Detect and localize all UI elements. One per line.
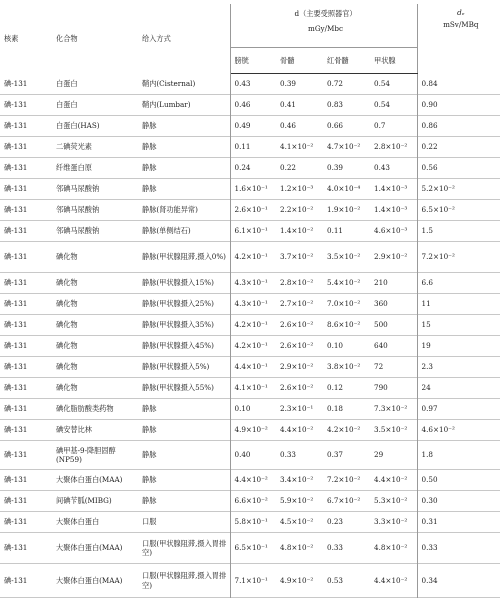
cell-red-marrow: 0.10 [327,341,344,351]
cell-bone-surface: 2.9×10⁻² [280,362,314,372]
cell-bladder: 2.6×10⁻¹ [234,205,268,215]
cell-compound: 碘安替比林 [56,425,92,435]
cell-bone-surface: 2.8×10⁻² [280,278,314,288]
table-row [0,357,500,378]
dose-coefficient-table [0,4,500,598]
cell-thyroid: 2.9×10⁻² [370,242,417,273]
cell-compound: 碘化物 [56,278,78,288]
cell-compound: 碘化物 [56,252,78,262]
cell-bladder: 6.5×10⁻¹ [234,543,268,553]
cell-thyroid: 3.3×10⁻² [370,512,417,533]
cell-bladder: 5.8×10⁻¹ [234,517,268,527]
table-row [0,221,500,242]
cell-red-marrow: 7.0×10⁻² [327,299,361,309]
cell-bladder: 4.3×10⁻¹ [234,299,268,309]
header-organ-group-title: d（主要受照器官） [294,9,357,18]
cell-effective-dose: 0.31 [421,517,438,527]
header-route: 给入方式 [138,4,230,74]
table-row [0,95,500,116]
cell-effective-dose: 1.8 [421,450,433,460]
table-row [0,179,500,200]
cell-route: 静脉 [138,441,230,470]
cell-bone-surface: 2.2×10⁻² [280,205,314,215]
cell-thyroid: 790 [370,378,417,399]
table-row [0,294,500,315]
header-effective [417,4,500,74]
cell-bone-surface: 5.9×10⁻² [280,496,314,506]
header-nuclide: 核素 [4,34,19,44]
header-organ-thyroid: 甲状腺 [370,48,417,74]
cell-compound: 二碘荧光素 [56,142,92,152]
table-row [0,378,500,399]
cell-red-marrow: 0.72 [327,79,344,89]
cell-red-marrow: 0.23 [327,517,344,527]
cell-compound: 碘化物 [56,299,78,309]
cell-red-marrow: 0.18 [327,404,344,414]
cell-route: 静脉 [138,470,230,491]
cell-red-marrow: 1.9×10⁻² [327,205,361,215]
table-row [0,399,500,420]
cell-nuclide: 碘-131 [4,496,28,506]
cell-route: 静脉 [138,420,230,441]
cell-bone-surface: 2.7×10⁻² [280,299,314,309]
cell-nuclide: 碘-131 [4,299,28,309]
cell-effective-dose: 24 [421,383,431,393]
cell-bladder: 0.40 [234,450,251,460]
cell-thyroid: 4.6×10⁻³ [370,221,417,242]
cell-bone-surface: 4.1×10⁻² [280,142,314,152]
cell-effective-dose: 1.5 [421,226,433,236]
cell-compound: 碘化物 [56,362,78,372]
cell-thyroid: 500 [370,315,417,336]
cell-nuclide: 碘-131 [4,205,28,215]
cell-nuclide: 碘-131 [4,575,28,585]
cell-effective-dose: 0.22 [421,142,438,152]
cell-bone-surface: 0.41 [280,100,297,110]
cell-bladder: 0.11 [234,142,251,152]
cell-nuclide: 碘-131 [4,226,28,236]
header-organ-bladder: 膀胱 [230,48,276,74]
cell-thyroid: 4.8×10⁻² [370,533,417,564]
cell-bladder: 4.2×10⁻¹ [234,341,268,351]
cell-thyroid: 1.4×10⁻³ [370,179,417,200]
cell-red-marrow: 3.8×10⁻² [327,362,361,372]
cell-red-marrow: 0.37 [327,450,344,460]
cell-thyroid: 0.54 [370,74,417,95]
cell-bone-surface: 4.8×10⁻² [280,543,314,553]
cell-route: 静脉(甲状腺摄入5%) [138,357,230,378]
table-row [0,533,500,564]
cell-compound: 大聚体白蛋白 [56,517,100,527]
cell-route: 静脉(甲状腺阻滞,摄入0%) [138,242,230,273]
header-effective-symbol: dₑ [457,8,465,17]
cell-effective-dose: 5.2×10⁻² [421,184,455,194]
cell-red-marrow: 3.5×10⁻² [327,252,361,262]
cell-nuclide: 碘-131 [4,341,28,351]
cell-effective-dose: 6.5×10⁻² [421,205,455,215]
table-row [0,74,500,95]
cell-thyroid: 1.4×10⁻³ [370,200,417,221]
cell-compound: 邻碘马尿酸钠 [56,226,100,236]
table-row [0,336,500,357]
cell-effective-dose: 0.33 [421,543,438,553]
cell-nuclide: 碘-131 [4,278,28,288]
cell-compound: 大聚体白蛋白(MAA) [56,475,123,485]
cell-thyroid: 0.43 [370,158,417,179]
cell-thyroid: 2.8×10⁻² [370,137,417,158]
cell-effective-dose: 7.2×10⁻² [421,252,455,262]
table-row [0,242,500,273]
cell-route: 静脉(甲状腺摄入55%) [138,378,230,399]
cell-bladder: 4.3×10⁻¹ [234,278,268,288]
table-row [0,441,500,470]
cell-route: 静脉(甲状腺摄入45%) [138,336,230,357]
cell-bone-surface: 2.6×10⁻² [280,320,314,330]
cell-bone-surface: 4.5×10⁻² [280,517,314,527]
header-effective-unit: mSv/MBq [443,20,479,30]
cell-effective-dose: 0.90 [421,100,438,110]
cell-compound: 白蛋白(HAS) [56,121,100,131]
cell-route: 静脉(肾功能异常) [138,200,230,221]
cell-route: 静脉(甲状腺摄入15%) [138,273,230,294]
table-row [0,200,500,221]
cell-compound: 碘化物 [56,383,78,393]
table-header [0,4,500,74]
cell-route: 口服(甲状腺阻滞,摄入胃排空) [138,533,230,564]
cell-route: 口服(甲状腺阻滞,摄入胃排空) [138,564,230,598]
cell-effective-dose: 11 [421,299,431,309]
cell-nuclide: 碘-131 [4,100,28,110]
table-row [0,137,500,158]
cell-red-marrow: 6.7×10⁻² [327,496,361,506]
cell-bone-surface: 0.33 [280,450,297,460]
cell-bladder: 4.9×10⁻² [234,425,268,435]
cell-thyroid: 5.3×10⁻² [370,491,417,512]
cell-thyroid: 360 [370,294,417,315]
cell-nuclide: 碘-131 [4,142,28,152]
cell-effective-dose: 19 [421,341,431,351]
cell-compound: 间碘苄胍(MIBG) [56,496,112,506]
cell-nuclide: 碘-131 [4,383,28,393]
cell-thyroid: 210 [370,273,417,294]
cell-compound: 纤维蛋白原 [56,163,92,173]
cell-effective-dose: 4.6×10⁻² [421,425,455,435]
cell-route: 鞘内(Cisternal) [138,74,230,95]
cell-bladder: 4.2×10⁻¹ [234,252,268,262]
cell-nuclide: 碘-131 [4,320,28,330]
table-row [0,315,500,336]
cell-red-marrow: 8.6×10⁻² [327,320,361,330]
cell-route: 静脉 [138,116,230,137]
cell-bladder: 1.6×10⁻¹ [234,184,268,194]
cell-route: 静脉(单侧结石) [138,221,230,242]
cell-bladder: 7.1×10⁻¹ [234,575,268,585]
cell-red-marrow: 0.53 [327,575,344,585]
cell-effective-dose: 0.30 [421,496,438,506]
cell-nuclide: 碘-131 [4,252,28,262]
cell-bone-surface: 2.6×10⁻² [280,383,314,393]
cell-bone-surface: 1.4×10⁻² [280,226,314,236]
cell-route: 鞘内(Lumbar) [138,95,230,116]
cell-red-marrow: 0.33 [327,543,344,553]
table-row [0,564,500,598]
cell-route: 静脉 [138,179,230,200]
cell-effective-dose: 2.3 [421,362,433,372]
cell-compound: 邻碘马尿酸钠 [56,184,100,194]
cell-nuclide: 碘-131 [4,543,28,553]
cell-compound: 邻碘马尿酸钠 [56,205,100,215]
cell-effective-dose: 0.84 [421,79,438,89]
cell-nuclide: 碘-131 [4,450,28,460]
cell-bone-surface: 0.39 [280,79,297,89]
cell-effective-dose: 0.34 [421,575,438,585]
header-organ-red-marrow: 红骨髓 [323,48,370,74]
cell-bone-surface: 3.4×10⁻² [280,475,314,485]
cell-red-marrow: 0.83 [327,100,344,110]
cell-route: 口服 [138,512,230,533]
cell-bladder: 6.1×10⁻¹ [234,226,268,236]
cell-red-marrow: 4.2×10⁻² [327,425,361,435]
cell-red-marrow: 4.0×10⁻⁴ [327,184,361,194]
table-row [0,116,500,137]
cell-compound: 白蛋白 [56,79,78,89]
cell-effective-dose: 15 [421,320,431,330]
cell-nuclide: 碘-131 [4,475,28,485]
cell-bone-surface: 0.22 [280,163,297,173]
cell-bladder: 0.49 [234,121,251,131]
table-row [0,420,500,441]
cell-compound: 碘化物 [56,341,78,351]
cell-thyroid: 29 [370,441,417,470]
cell-red-marrow: 5.4×10⁻² [327,278,361,288]
cell-bone-surface: 0.46 [280,121,297,131]
cell-nuclide: 碘-131 [4,184,28,194]
cell-effective-dose: 6.6 [421,278,433,288]
cell-red-marrow: 0.12 [327,383,344,393]
cell-thyroid: 0.54 [370,95,417,116]
cell-effective-dose: 0.97 [421,404,438,414]
cell-red-marrow: 0.39 [327,163,344,173]
cell-bladder: 4.4×10⁻² [234,475,268,485]
cell-route: 静脉 [138,491,230,512]
cell-bone-surface: 1.2×10⁻³ [280,184,314,194]
cell-nuclide: 碘-131 [4,404,28,414]
cell-compound: 碘甲基-9-降胆固醇(NP59) [56,445,116,464]
cell-thyroid: 0.7 [370,116,417,137]
cell-effective-dose: 0.56 [421,163,438,173]
cell-bladder: 0.43 [234,79,251,89]
cell-compound: 大聚体白蛋白(MAA) [56,575,123,585]
cell-bladder: 4.2×10⁻¹ [234,320,268,330]
cell-route: 静脉 [138,158,230,179]
cell-bladder: 6.6×10⁻² [234,496,268,506]
cell-bone-surface: 2.6×10⁻² [280,341,314,351]
cell-bladder: 0.46 [234,100,251,110]
cell-effective-dose: 0.86 [421,121,438,131]
cell-route: 静脉(甲状腺摄入25%) [138,294,230,315]
cell-red-marrow: 4.7×10⁻² [327,142,361,152]
table-row [0,158,500,179]
cell-bone-surface: 4.9×10⁻² [280,575,314,585]
cell-nuclide: 碘-131 [4,362,28,372]
cell-thyroid: 640 [370,336,417,357]
cell-compound: 大聚体白蛋白(MAA) [56,543,123,553]
cell-thyroid: 3.5×10⁻² [370,420,417,441]
cell-route: 静脉 [138,137,230,158]
header-organ-group [230,4,417,48]
cell-bladder: 0.10 [234,404,251,414]
table-row [0,491,500,512]
cell-nuclide: 碘-131 [4,517,28,527]
table-row [0,512,500,533]
table-body [0,74,500,598]
cell-bone-surface: 3.7×10⁻² [280,252,314,262]
cell-red-marrow: 0.66 [327,121,344,131]
cell-bladder: 4.1×10⁻¹ [234,383,268,393]
table-row [0,470,500,491]
cell-compound: 碘化物 [56,320,78,330]
cell-compound: 碘化脂肪酸类药物 [56,404,114,414]
cell-bladder: 0.24 [234,163,251,173]
cell-thyroid: 7.3×10⁻² [370,399,417,420]
cell-thyroid: 4.4×10⁻² [370,470,417,491]
cell-thyroid: 4.4×10⁻² [370,564,417,598]
table-row [0,273,500,294]
cell-compound: 白蛋白 [56,100,78,110]
cell-bone-surface: 2.3×10⁻¹ [280,404,314,414]
cell-nuclide: 碘-131 [4,121,28,131]
cell-red-marrow: 0.11 [327,226,344,236]
cell-thyroid: 72 [370,357,417,378]
cell-nuclide: 碘-131 [4,425,28,435]
cell-nuclide: 碘-131 [4,163,28,173]
header-organ-bone-surface: 骨髓 [276,48,323,74]
cell-route: 静脉(甲状腺摄入35%) [138,315,230,336]
cell-red-marrow: 7.2×10⁻² [327,475,361,485]
cell-bladder: 4.4×10⁻¹ [234,362,268,372]
cell-bone-surface: 4.4×10⁻² [280,425,314,435]
cell-nuclide: 碘-131 [4,79,28,89]
cell-effective-dose: 0.50 [421,475,438,485]
cell-route: 静脉 [138,399,230,420]
header-compound: 化合物 [56,34,78,44]
header-organ-group-unit: mGy/Mbc [308,24,344,34]
